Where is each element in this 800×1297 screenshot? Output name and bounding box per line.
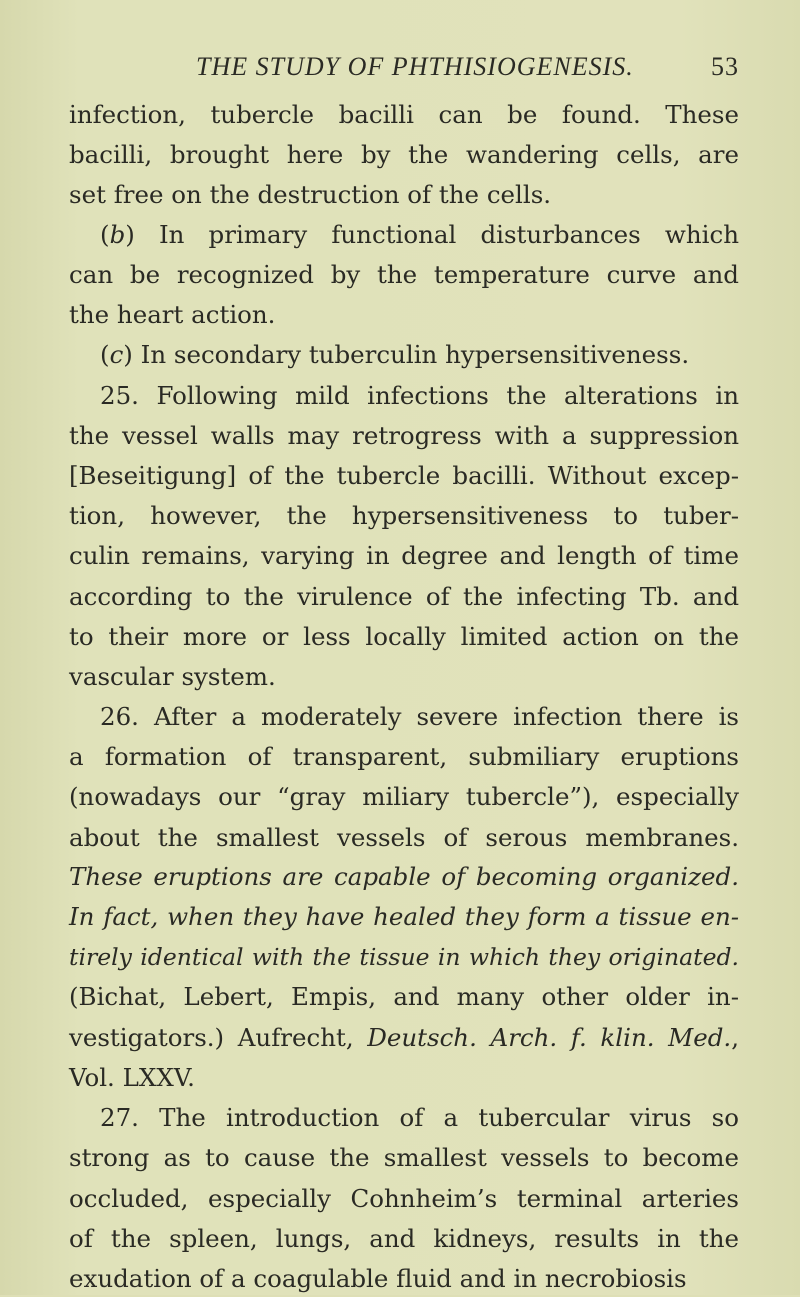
- italic-text: In fact, when they have healed they form a tissue en-: [69, 902, 739, 931]
- text-line: [100, 217, 739, 253]
- text-line: [69, 418, 739, 454]
- text-segment: 27. The introduction of a tubercular virus so: [100, 1103, 739, 1132]
- running-title: THE STUDY OF PHTHISIOGENESIS.: [196, 52, 634, 81]
- text-segment: strong as to cause the smallest vessels to become: [69, 1143, 739, 1172]
- text-segment: a formation of transparent, submiliary eruptions: [69, 742, 739, 771]
- text-line: [100, 378, 739, 414]
- text-line: [69, 579, 739, 615]
- text-line: [69, 1060, 739, 1096]
- text-line: [100, 337, 739, 373]
- text-line: [69, 1261, 739, 1297]
- text-line: [69, 899, 739, 935]
- text-line: [69, 137, 739, 173]
- text-segment: (: [100, 220, 110, 249]
- text-segment: ) In secondary tuberculin hypersensitiveness.: [123, 340, 690, 369]
- text-line: [69, 1020, 739, 1056]
- text-segment: the heart action.: [69, 300, 276, 329]
- text-line: [69, 979, 739, 1015]
- text-line: [69, 939, 739, 975]
- text-line: [69, 739, 739, 775]
- page-number: 53: [711, 52, 739, 81]
- text-segment: exudation of a coagulable fluid and in necrobiosis: [69, 1264, 687, 1293]
- text-segment: set free on the destruction of the cells.: [69, 180, 552, 209]
- italic-text: b: [109, 220, 126, 249]
- text-line: [100, 699, 739, 735]
- text-segment: culin remains, varying in degree and length of time: [69, 541, 739, 570]
- text-segment: 26. After a moderately severe infection there is: [100, 702, 739, 731]
- text-line: [69, 97, 739, 133]
- text-segment: (: [100, 340, 110, 369]
- text-line: [69, 538, 739, 574]
- text-segment: occluded, especially Cohnheim’s terminal arteries: [69, 1184, 739, 1213]
- italic-text: c: [109, 340, 124, 369]
- italic-text: Deutsch. Arch. f. klin. Med.: [367, 1023, 732, 1052]
- text-segment: bacilli, brought here by the wandering cells, are: [69, 140, 739, 169]
- text-line: [69, 779, 739, 815]
- text-segment: (nowadays our “gray miliary tubercle”), especially: [69, 782, 739, 811]
- text-line: [69, 177, 739, 213]
- text-line: [69, 859, 739, 895]
- italic-text: These eruptions are capable of becoming organized.: [69, 862, 739, 891]
- text-line: [69, 297, 739, 333]
- text-segment: about the smallest vessels of serous membranes.: [69, 823, 739, 852]
- text-line: [69, 1140, 739, 1176]
- text-line: [69, 619, 739, 655]
- text-line: [69, 257, 739, 293]
- text-segment: Vol. LXXV.: [69, 1063, 195, 1092]
- text-line: [69, 1221, 739, 1257]
- text-segment: vascular system.: [69, 662, 276, 691]
- text-segment: the vessel walls may retrogress with a suppression: [69, 421, 739, 450]
- text-segment: ) In primary functional disturbances which: [125, 220, 739, 249]
- text-segment: infection, tubercle bacilli can be found. These: [69, 100, 739, 129]
- text-line: [69, 820, 739, 856]
- text-segment: [Beseitigung] of the tubercle bacilli. Without excep-: [69, 461, 739, 490]
- text-segment: of the spleen, lungs, and kidneys, results in the: [69, 1224, 739, 1253]
- italic-text: tirely identical with the tissue in which they originated.: [69, 943, 739, 971]
- running-header: [108, 52, 739, 88]
- text-segment: can be recognized by the temperature curve and: [69, 260, 739, 289]
- text-segment: (Bichat, Lebert, Empis, and many other older in-: [69, 982, 739, 1011]
- text-line: [69, 1181, 739, 1217]
- text-line: [69, 498, 739, 534]
- text-line: [100, 1100, 739, 1136]
- text-line: [69, 458, 739, 494]
- text-segment: to their more or less locally limited action on the: [69, 622, 739, 651]
- text-segment: 25. Following mild infections the alterations in: [100, 381, 739, 410]
- text-segment: vestigators.) Aufrecht,: [69, 1023, 368, 1052]
- text-segment: tion, however, the hypersensitiveness to tuber-: [69, 501, 739, 530]
- text-line: [69, 659, 739, 695]
- text-segment: ,: [731, 1023, 739, 1052]
- text-segment: according to the virulence of the infecting Tb. and: [69, 582, 739, 611]
